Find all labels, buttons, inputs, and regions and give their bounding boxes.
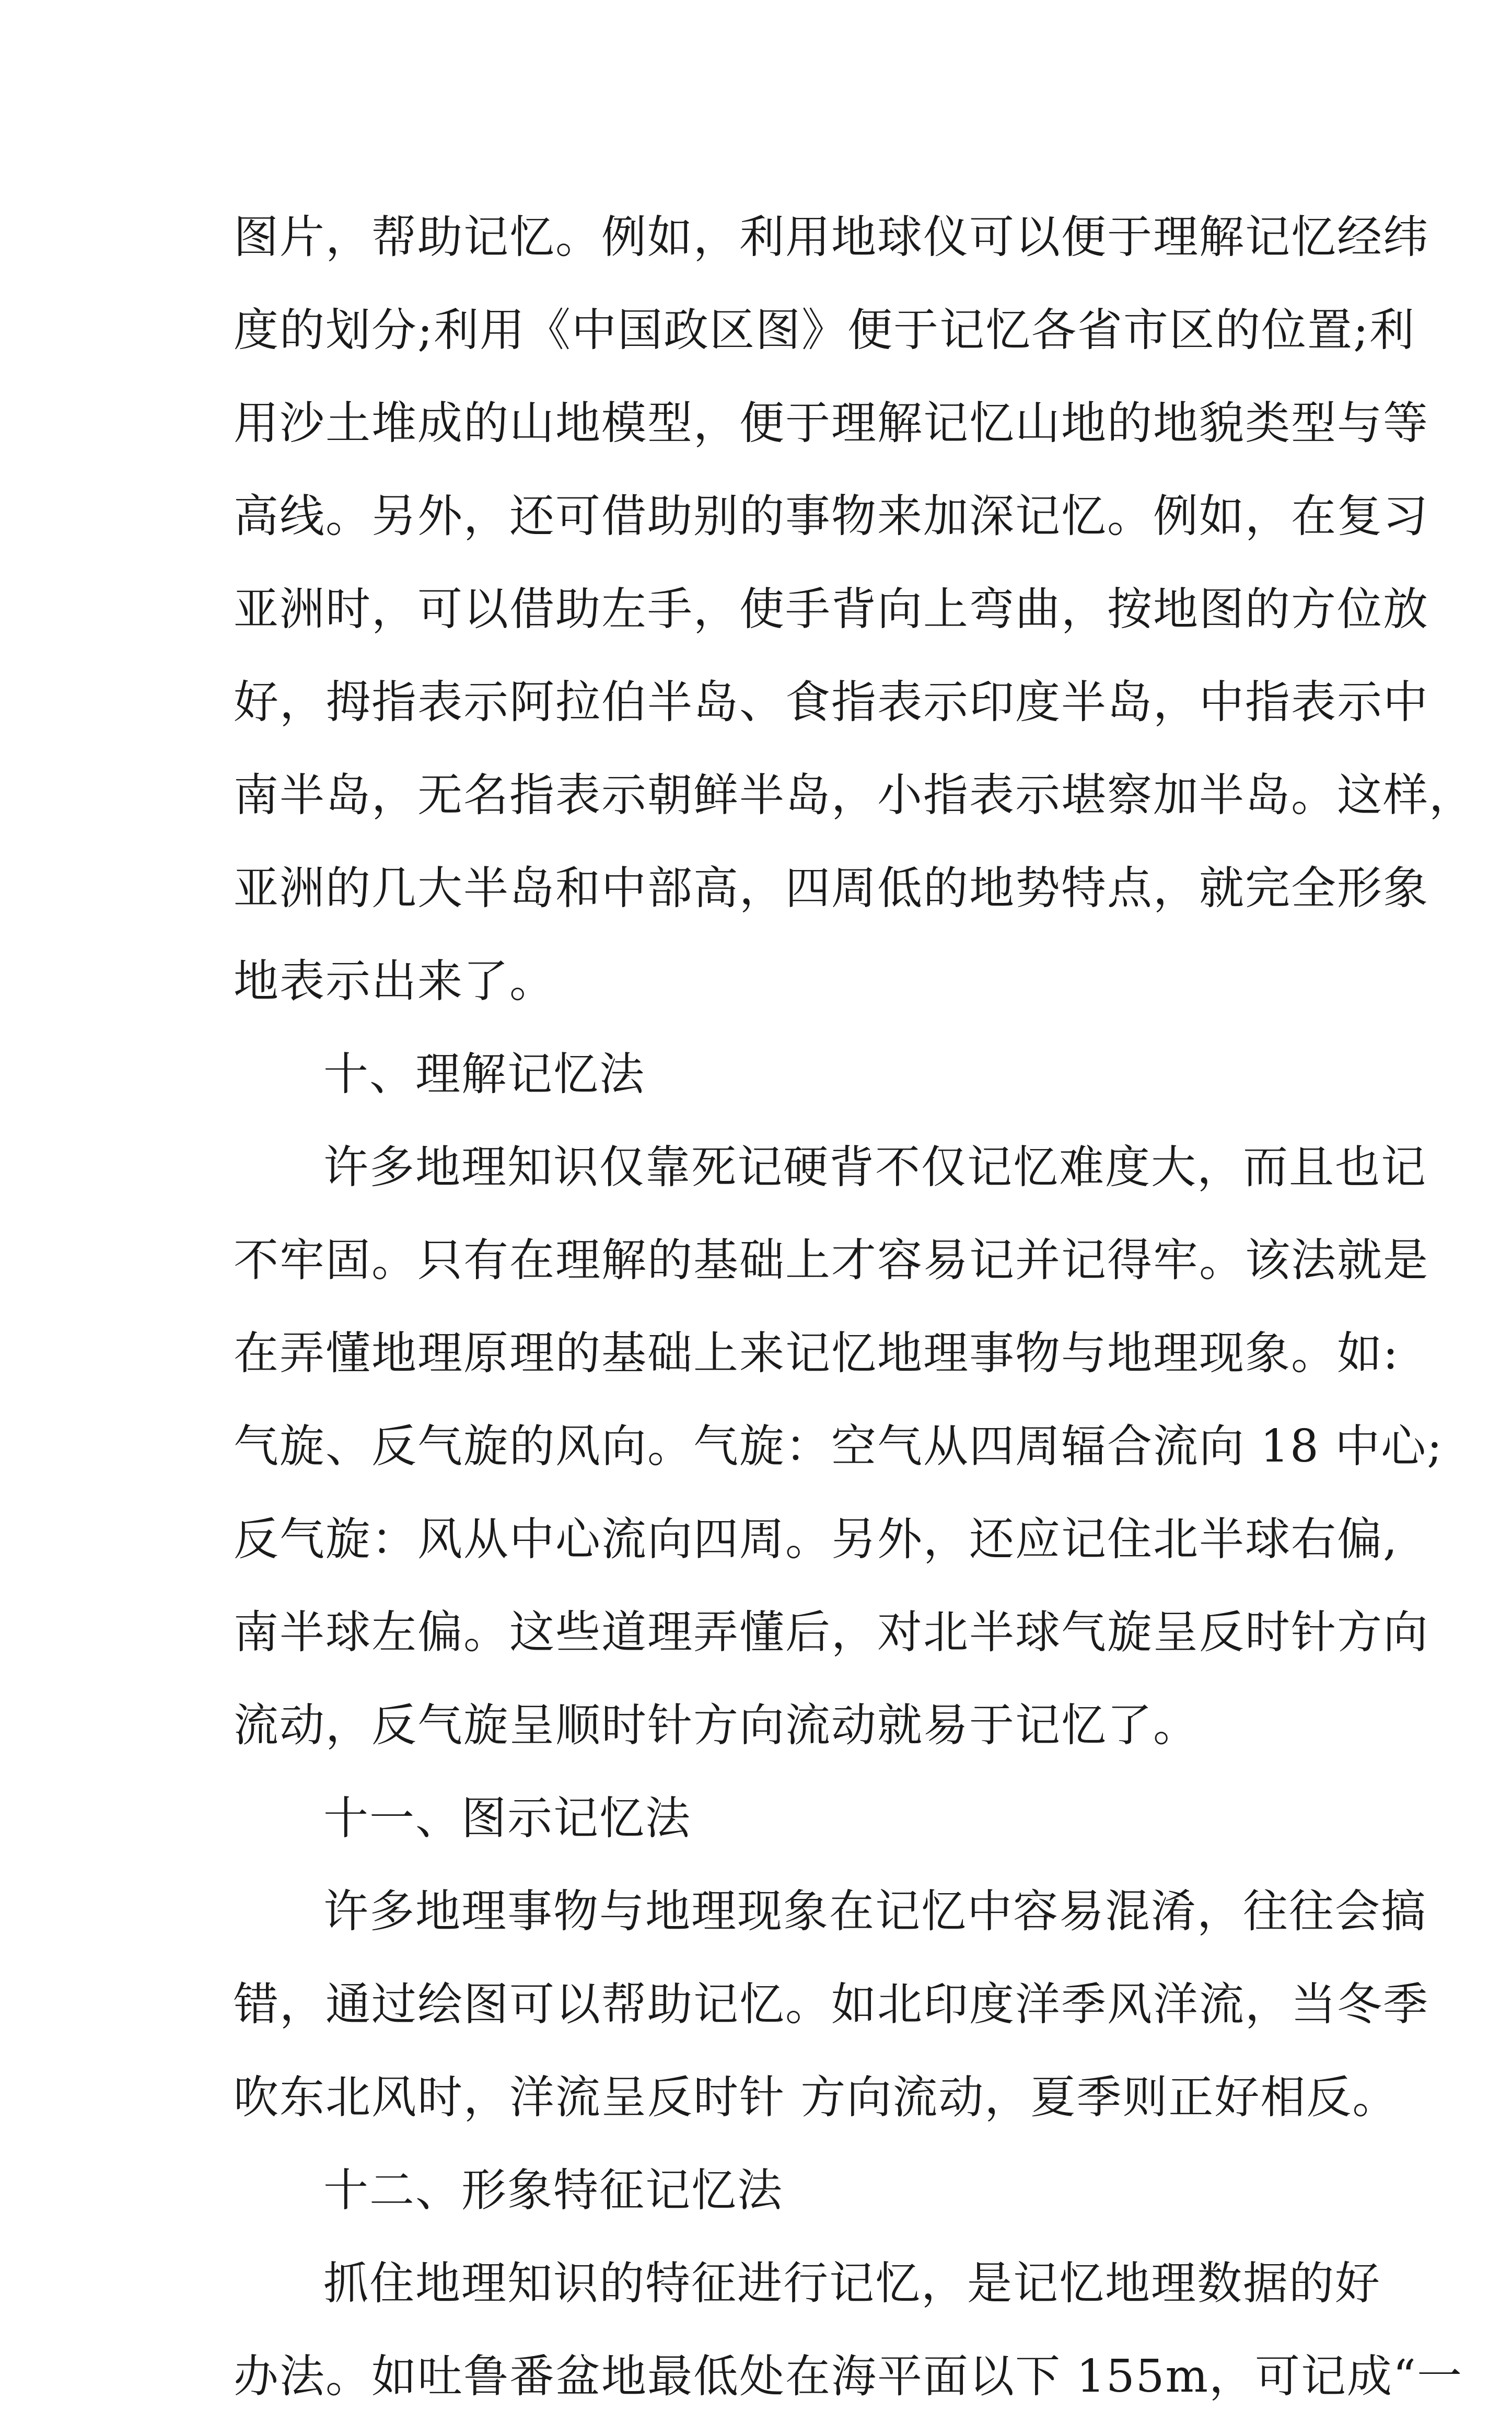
body-line: 错，通过绘图可以帮助记忆。如北印度洋季风洋流，当冬季 bbox=[234, 1978, 1429, 2031]
body-line: 亚洲的几大半岛和中部高，四周低的地势特点，就完全形象 bbox=[234, 862, 1429, 914]
body-line: 图片，帮助记忆。例如，利用地球仪可以便于理解记忆经纬 bbox=[234, 211, 1429, 263]
body-line: 在弄懂地理原理的基础上来记忆地理事物与地理现象。如: bbox=[234, 1327, 1399, 1379]
body-line: 好，拇指表示阿拉伯半岛、食指表示印度半岛，中指表示中 bbox=[234, 676, 1429, 728]
section-heading: 十、理解记忆法 bbox=[323, 1048, 645, 1100]
body-line: 办法。如吐鲁番盆地最低处在海平面以下 155m，可记成“一 bbox=[234, 2350, 1463, 2403]
body-line: 不牢固。只有在理解的基础上才容易记并记得牢。该法就是 bbox=[234, 1234, 1429, 1286]
body-line: 南半岛，无名指表示朝鲜半岛，小指表示堪察加半岛。这样， bbox=[234, 769, 1475, 821]
paragraph-first-line: 抓住地理知识的特征进行记忆，是记忆地理数据的好 bbox=[323, 2257, 1381, 2310]
body-line: 度的划分;利用《中国政区图》便于记忆各省市区的位置;利 bbox=[234, 304, 1415, 356]
body-line: 南半球左偏。这些道理弄懂后，对北半球气旋呈反时针方向 bbox=[234, 1606, 1429, 1659]
body-line: 用沙土堆成的山地模型，便于理解记忆山地的地貌类型与等 bbox=[234, 397, 1429, 449]
body-line: 高线。另外，还可借助别的事物来加深记忆。例如，在复习 bbox=[234, 490, 1429, 542]
body-line: 地表示出来了。 bbox=[234, 955, 555, 1007]
body-line: 流动，反气旋呈顺时针方向流动就易于记忆了。 bbox=[234, 1699, 1199, 1752]
body-line: 气旋、反气旋的风向。气旋：空气从四周辐合流向 18 中心; bbox=[234, 1420, 1444, 1473]
body-line: 吹东北风时，洋流呈反时针 方向流动，夏季则正好相反。 bbox=[234, 2071, 1399, 2124]
section-heading: 十一、图示记忆法 bbox=[323, 1792, 691, 1845]
document-body bbox=[234, 191, 1475, 2423]
body-line: 亚洲时，可以借助左手，使手背向上弯曲，按地图的方位放 bbox=[234, 583, 1429, 635]
section-heading: 十二、形象特征记忆法 bbox=[323, 2164, 783, 2217]
paragraph-first-line: 许多地理事物与地理现象在记忆中容易混淆，往往会搞 bbox=[323, 1885, 1427, 1938]
body-line: 反气旋：风从中心流向四周。另外，还应记住北半球右偏, bbox=[234, 1513, 1399, 1566]
paragraph-first-line: 许多地理知识仅靠死记硬背不仅记忆难度大，而且也记 bbox=[323, 1141, 1427, 1193]
